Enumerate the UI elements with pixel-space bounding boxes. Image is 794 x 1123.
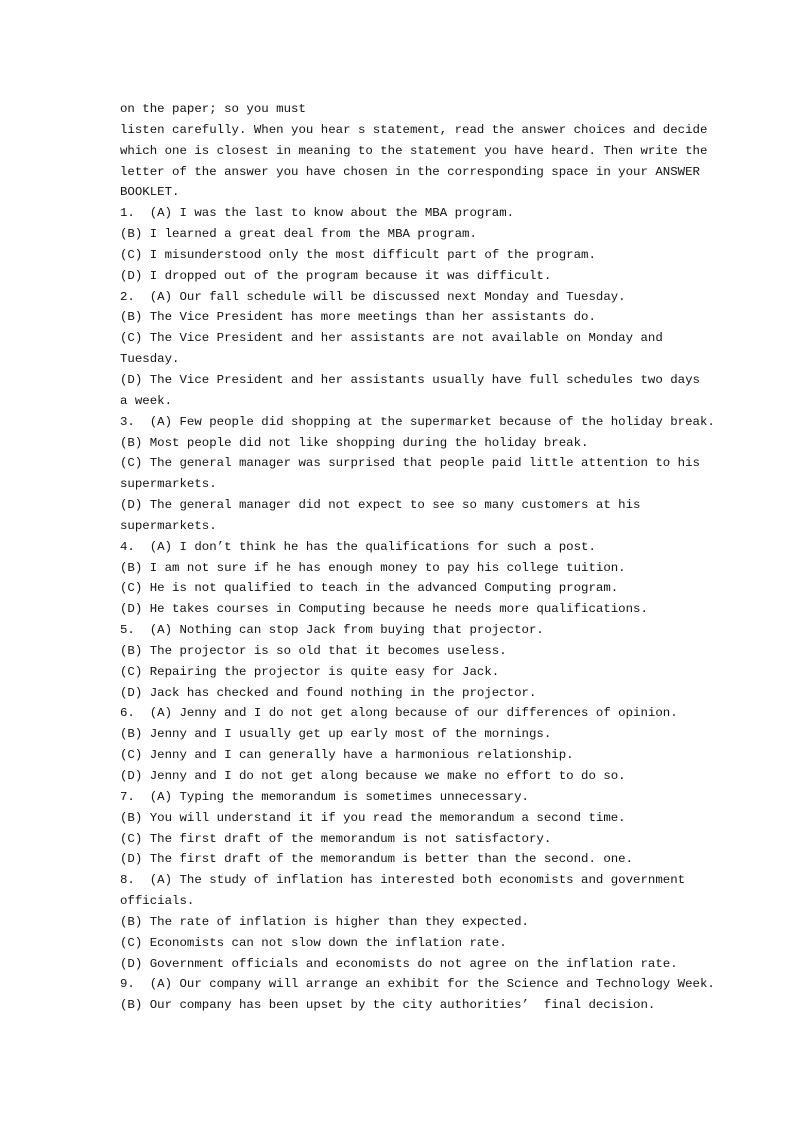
question-1-line: (D) I dropped out of the program because it was difficult. <box>120 268 552 283</box>
question-4-line: (C) He is not qualified to teach in the advanced Computing program. <box>120 581 619 596</box>
question-8-line: (D) Government officials and economists do not agree on the inflation rate. <box>120 956 678 971</box>
question-7-line: 7. (A) Typing the memorandum is sometimes unnecessary. <box>120 789 529 804</box>
text-line: letter of the answer you have chosen in the corresponding space in your ANSWER <box>120 164 700 179</box>
text-line: which one is closest in meaning to the statement you have heard. Then write the <box>120 143 708 158</box>
question-2-line: (D) The Vice President and her assistants usually have full schedules two days <box>120 372 700 387</box>
question-1-line: 1. (A) I was the last to know about the MBA program. <box>120 206 515 221</box>
question-4-line: (B) I am not sure if he has enough money to pay his college tuition. <box>120 560 626 575</box>
question-1-line: (C) I misunderstood only the most difficult part of the program. <box>120 247 596 262</box>
question-7-line: (C) The first draft of the memorandum is not satisfactory. <box>120 831 552 846</box>
question-5-line: (D) Jack has checked and found nothing in the projector. <box>120 685 537 700</box>
question-8-line: (B) The rate of inflation is higher than they expected. <box>120 914 529 929</box>
question-3-line: (B) Most people did not like shopping during the holiday break. <box>120 435 589 450</box>
question-5-line: (B) The projector is so old that it becomes useless. <box>120 643 507 658</box>
question-3-line: (C) The general manager was surprised that people paid little attention to his <box>120 456 700 471</box>
text-line: on the paper; so you must <box>120 102 306 116</box>
question-6-line: (B) Jenny and I usually get up early most of the mornings. <box>120 727 552 742</box>
question-8-line: 8. (A) The study of inflation has interested both economists and government <box>120 873 686 888</box>
question-7-line: (B) You will understand it if you read the memorandum a second time. <box>120 810 626 825</box>
question-6-line: 6. (A) Jenny and I do not get along because of our differences of opinion. <box>120 706 678 721</box>
question-2-line: a week. <box>120 393 173 408</box>
question-8-line: officials. <box>120 894 195 909</box>
text-line: BOOKLET. <box>120 185 180 200</box>
question-3-line: (D) The general manager did not expect to see so many customers at his <box>120 498 641 513</box>
question-2-line: (B) The Vice President has more meetings than her assistants do. <box>120 310 596 325</box>
question-3-line: 3. (A) Few people did shopping at the supermarket because of the holiday break. <box>120 414 715 429</box>
question-9-line: (B) Our company has been upset by the city authorities’ final decision. <box>120 998 656 1013</box>
question-2-line: (C) The Vice President and her assistants are not available on Monday and <box>120 331 663 346</box>
question-6-line: (D) Jenny and I do not get along because we make no effort to do so. <box>120 769 626 783</box>
question-5-line: (C) Repairing the projector is quite easy for Jack. <box>120 664 500 679</box>
question-8-line: (C) Economists can not slow down the inflation rate. <box>120 935 507 950</box>
question-3-line: supermarkets. <box>120 518 217 533</box>
question-7-line: (D) The first draft of the memorandum is better than the second. one. <box>120 852 634 867</box>
text-line: listen carefully. When you hear s statement, read the answer choices and decide <box>120 122 708 137</box>
question-2-line: Tuesday. <box>120 352 180 367</box>
question-1-line: (B) I learned a great deal from the MBA program. <box>120 227 477 242</box>
question-2-line: 2. (A) Our fall schedule will be discussed next Monday and Tuesday. <box>120 289 626 304</box>
question-4-line: (D) He takes courses in Computing because he needs more qualifications. <box>120 602 648 617</box>
question-6-line: (C) Jenny and I can generally have a harmonious relationship. <box>120 748 574 763</box>
question-5-line: 5. (A) Nothing can stop Jack from buying that projector. <box>120 623 544 638</box>
document-body <box>120 99 715 1016</box>
question-4-line: 4. (A) I don’t think he has the qualifications for such a post. <box>120 539 596 554</box>
question-9-line: 9. (A) Our company will arrange an exhibit for the Science and Technology Week. <box>120 977 715 992</box>
question-3-line: supermarkets. <box>120 477 217 492</box>
